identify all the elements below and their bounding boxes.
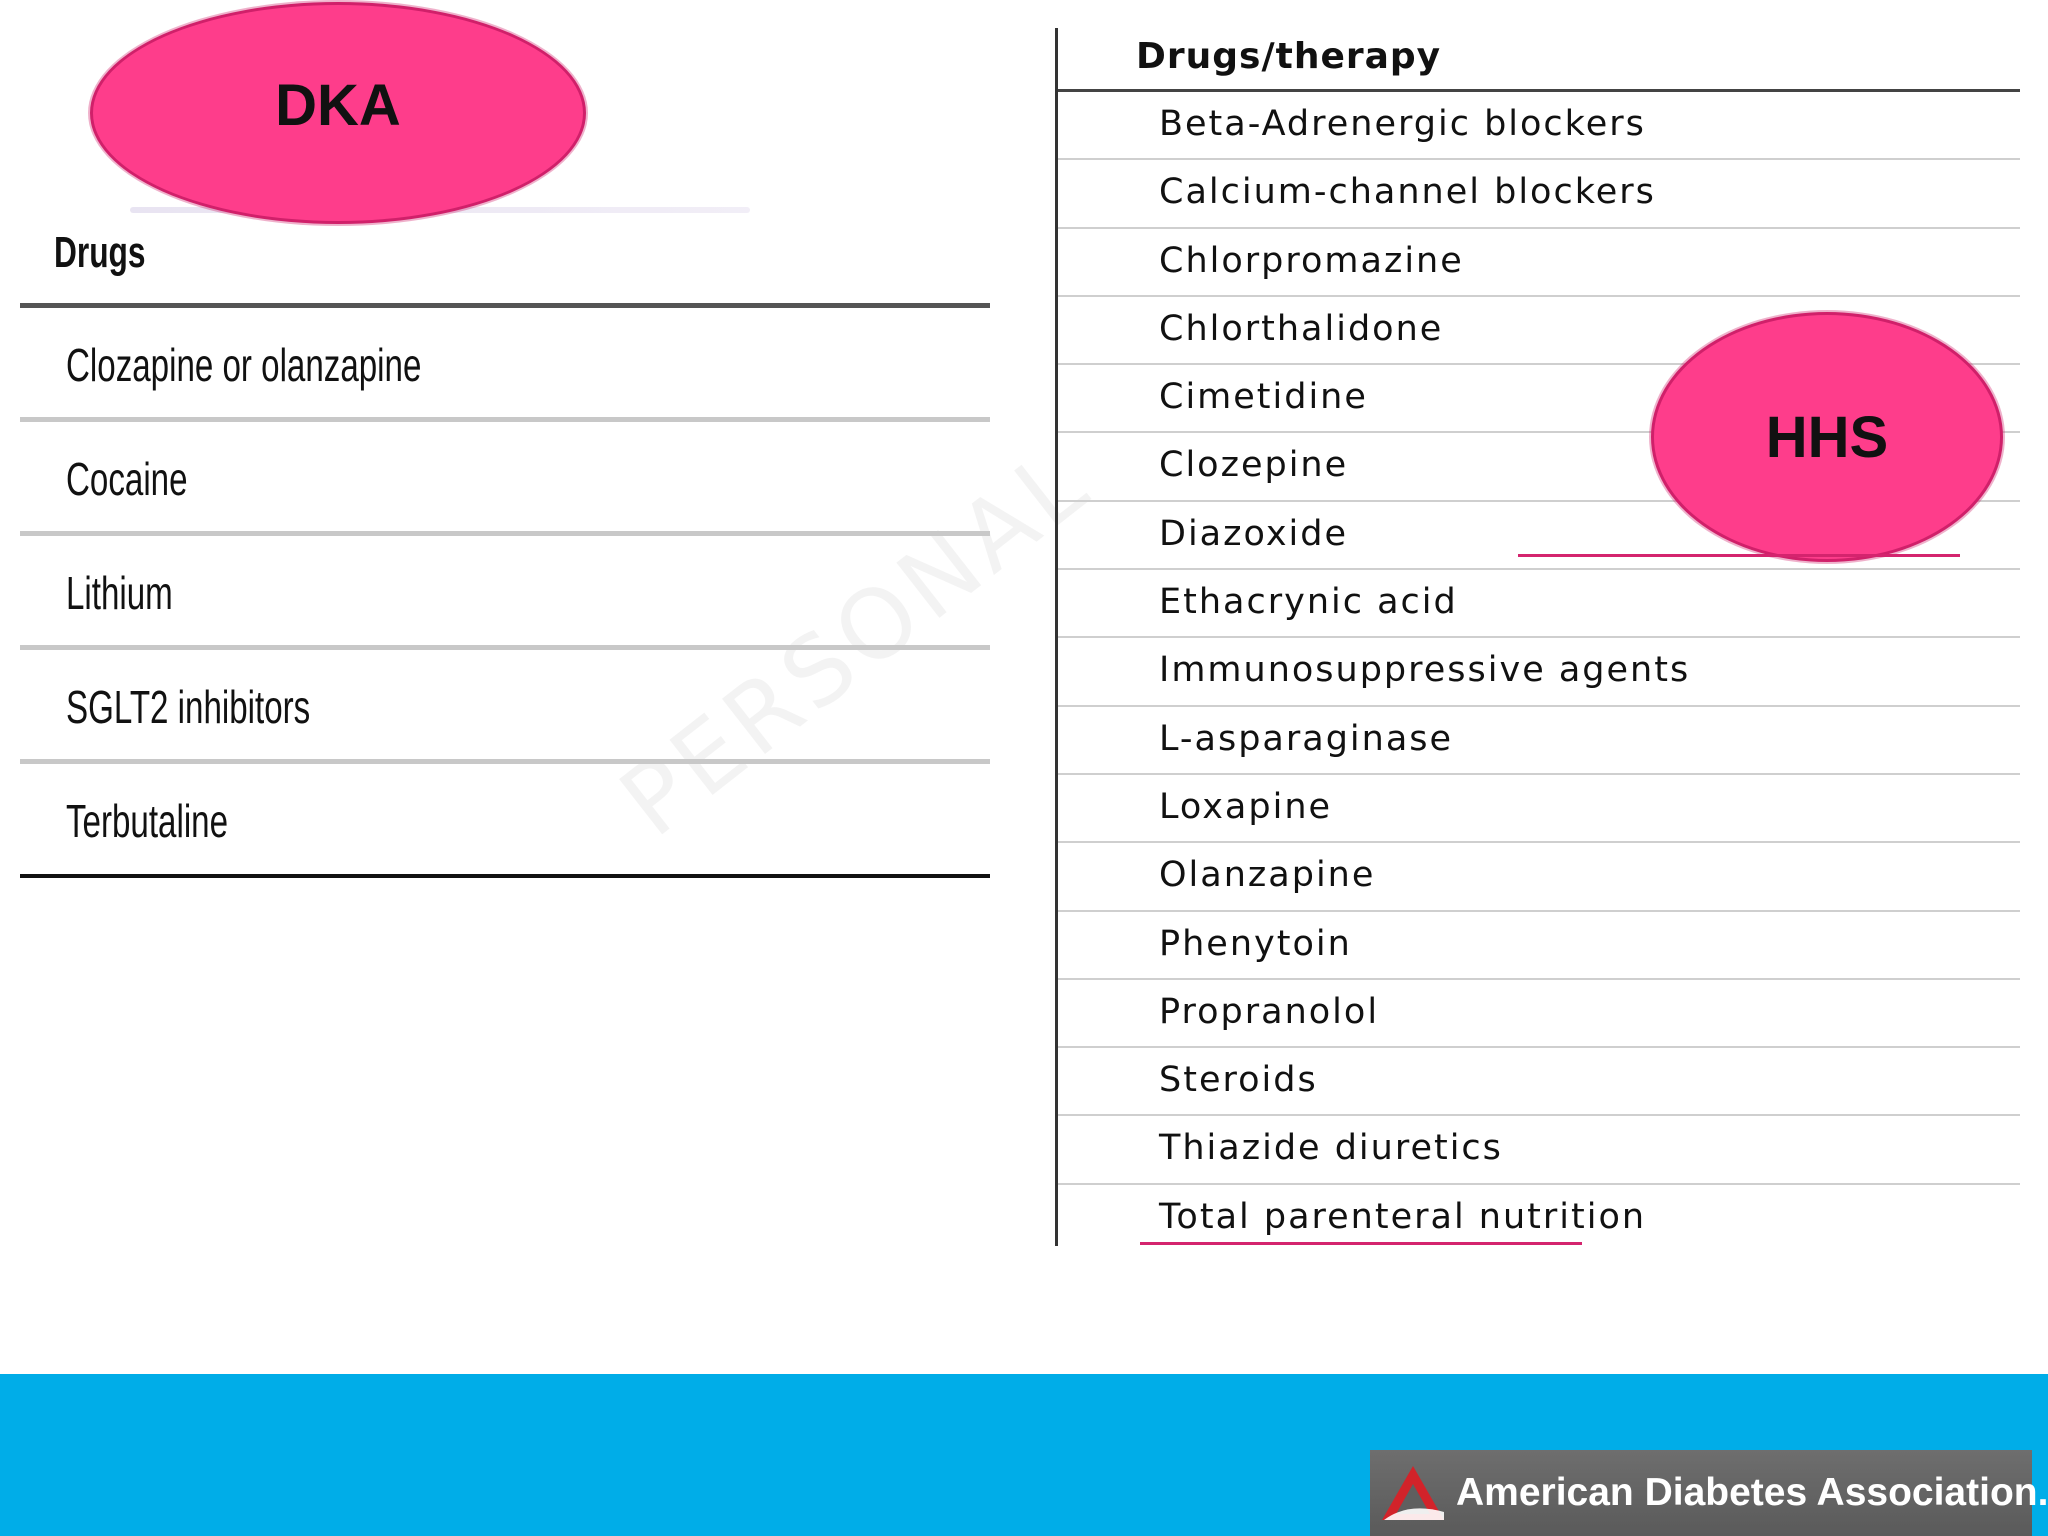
- hhs-row-label: Chlorthalidone: [1159, 308, 1444, 349]
- hhs-row-label: Steroids: [1159, 1060, 1318, 1101]
- table-row: [1058, 843, 2020, 911]
- dka-header-label: Drugs: [54, 228, 146, 277]
- dka-oval-label: [90, 2, 586, 224]
- hhs-row-label: Immunosuppressive agents: [1159, 650, 1691, 691]
- table-row: [1058, 1116, 2020, 1184]
- annotation-underline: [1518, 554, 1960, 557]
- ada-logo: [1370, 1450, 2048, 1536]
- dka-row-label: Terbutaline: [66, 795, 229, 847]
- ada-logo-text: American Diabetes Association.: [1456, 1471, 2048, 1514]
- ada-triangle-icon: [1378, 1462, 1448, 1524]
- dka-drug-table: [20, 212, 990, 878]
- table-row: [20, 308, 990, 422]
- table-row: [1058, 229, 2020, 297]
- hhs-row-label: Propranolol: [1159, 991, 1380, 1032]
- hhs-row-label: Thiazide diuretics: [1159, 1128, 1503, 1169]
- hhs-row-label: L-asparaginase: [1159, 718, 1454, 759]
- table-row: [1058, 160, 2020, 228]
- table-row: [1058, 775, 2020, 843]
- table-row: [20, 764, 990, 878]
- hhs-row-label: Chlorpromazine: [1159, 240, 1464, 281]
- dka-row-label: SGLT2 inhibitors: [66, 681, 311, 733]
- table-row: [20, 650, 990, 764]
- table-row: [20, 422, 990, 536]
- hhs-header-label: Drugs/therapy: [1136, 36, 1442, 77]
- hhs-row-label: Beta-Adrenergic blockers: [1159, 104, 1646, 144]
- hhs-row-label: Total parenteral nutrition: [1159, 1196, 1647, 1237]
- hhs-row-label: Loxapine: [1159, 786, 1333, 827]
- hhs-table-header: [1058, 28, 2020, 92]
- dka-row-label: Clozapine or olanzapine: [66, 339, 422, 391]
- annotation-underline: [1140, 1242, 1582, 1245]
- hhs-oval-label: [1651, 312, 2003, 562]
- dka-row-label: Lithium: [66, 567, 173, 619]
- table-row: [1058, 570, 2020, 638]
- hhs-row-label: Clozepine: [1159, 445, 1349, 486]
- hhs-drug-table: [1055, 28, 2020, 1246]
- hhs-row-label: Cimetidine: [1159, 377, 1368, 418]
- table-row: [1058, 92, 2020, 160]
- hhs-row-label: Diazoxide: [1159, 513, 1349, 554]
- hhs-row-label: Calcium-channel blockers: [1159, 172, 1656, 213]
- table-row: [1058, 1048, 2020, 1116]
- hhs-row-label: Olanzapine: [1159, 855, 1376, 896]
- table-row: [20, 536, 990, 650]
- dka-row-label: Cocaine: [66, 453, 188, 505]
- table-row: [1058, 980, 2020, 1048]
- table-row: [1058, 638, 2020, 706]
- hhs-label: HHS: [1765, 404, 1889, 470]
- hhs-row-label: Ethacrynic acid: [1159, 582, 1458, 623]
- table-row: [1058, 912, 2020, 980]
- dka-label: DKA: [275, 72, 401, 138]
- hhs-row-label: Phenytoin: [1159, 923, 1352, 964]
- dka-table-header: [20, 212, 990, 308]
- table-row: [1058, 707, 2020, 775]
